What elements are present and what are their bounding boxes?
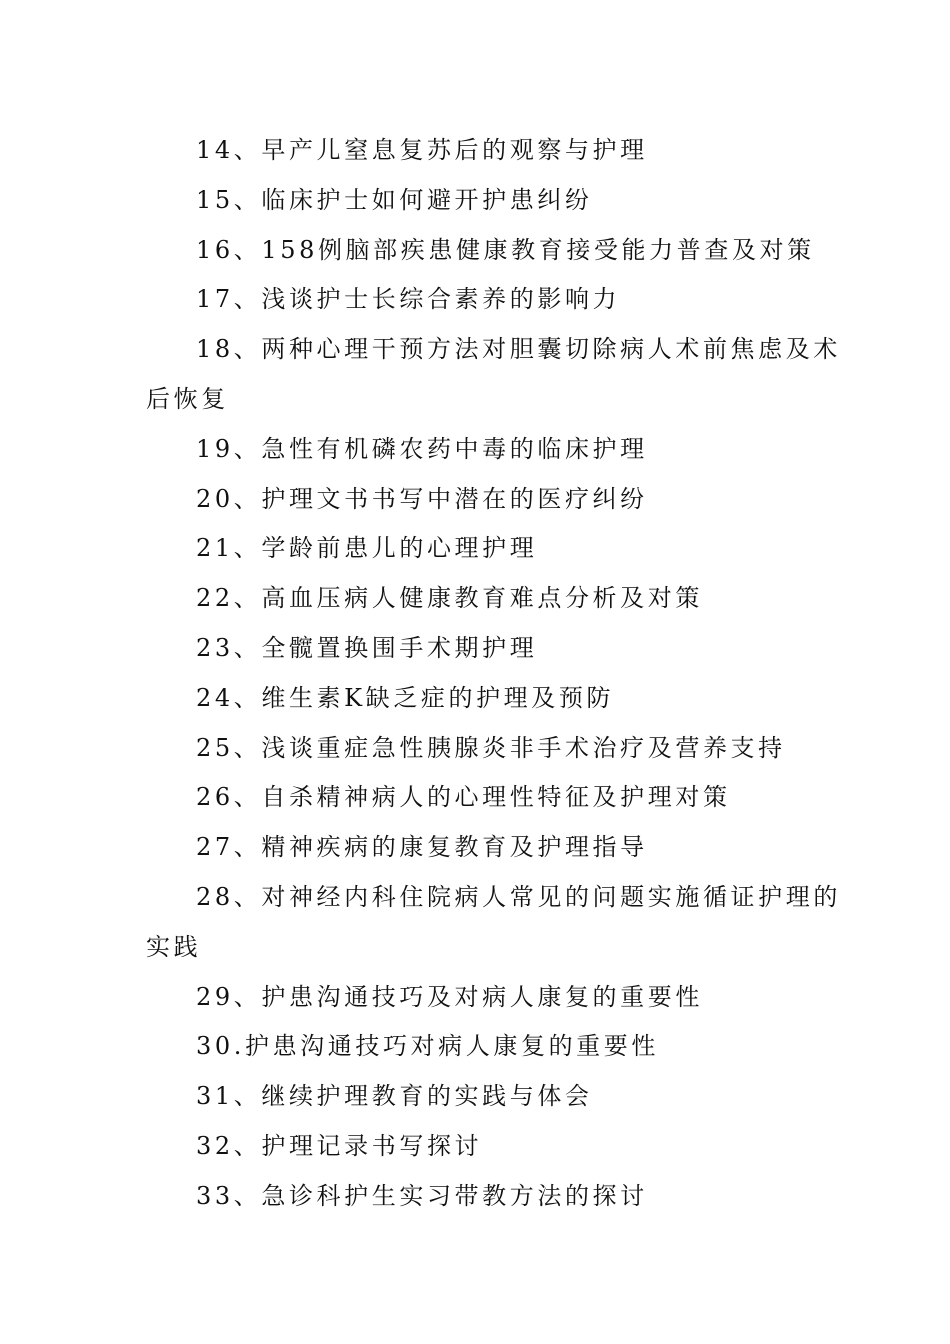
list-item: 16、158例脑部疾患健康教育接受能力普查及对策: [196, 235, 815, 264]
list-item-continuation: 实践: [146, 932, 202, 961]
list-item: 22、高血压病人健康教育难点分析及对策: [196, 584, 703, 613]
list-item: 14、早产儿窒息复苏后的观察与护理: [196, 136, 648, 164]
list-item: 29、护患沟通技巧及对病人康复的重要性: [196, 982, 703, 1011]
list-item: 32、护理记录书写探讨: [196, 1131, 483, 1160]
list-item: 31、继续护理教育的实践与体会: [196, 1082, 593, 1111]
list-item: 25、浅谈重症急性胰腺炎非手术治疗及营养支持: [196, 733, 786, 762]
list-item-continuation: 后恢复: [146, 384, 229, 413]
list-item: 28、对神经内科住院病人常见的问题实施循证护理的: [196, 882, 841, 911]
list-item: 27、精神疾病的康复教育及护理指导: [196, 833, 648, 862]
list-item: 19、急性有机磷农药中毒的临床护理: [196, 434, 648, 463]
list-item: 23、全髋置换围手术期护理: [196, 633, 538, 662]
list-item: 21、学龄前患儿的心理护理: [196, 534, 538, 563]
list-item: 15、临床护士如何避开护患纠纷: [196, 185, 593, 214]
list-item: 33、急诊科护生实习带教方法的探讨: [196, 1181, 648, 1210]
list-item: 18、两种心理干预方法对胆囊切除病人术前焦虑及术: [196, 335, 841, 364]
list-item: 26、自杀精神病人的心理性特征及护理对策: [196, 783, 731, 812]
list-item: 30.护患沟通技巧对病人康复的重要性: [196, 1032, 659, 1061]
list-item: 17、浅谈护士长综合素养的影响力: [196, 285, 621, 314]
topic-list: [0, 126, 950, 1222]
list-item: 24、维生素K缺乏症的护理及预防: [196, 683, 615, 712]
list-item: 20、护理文书书写中潜在的医疗纠纷: [196, 484, 648, 513]
